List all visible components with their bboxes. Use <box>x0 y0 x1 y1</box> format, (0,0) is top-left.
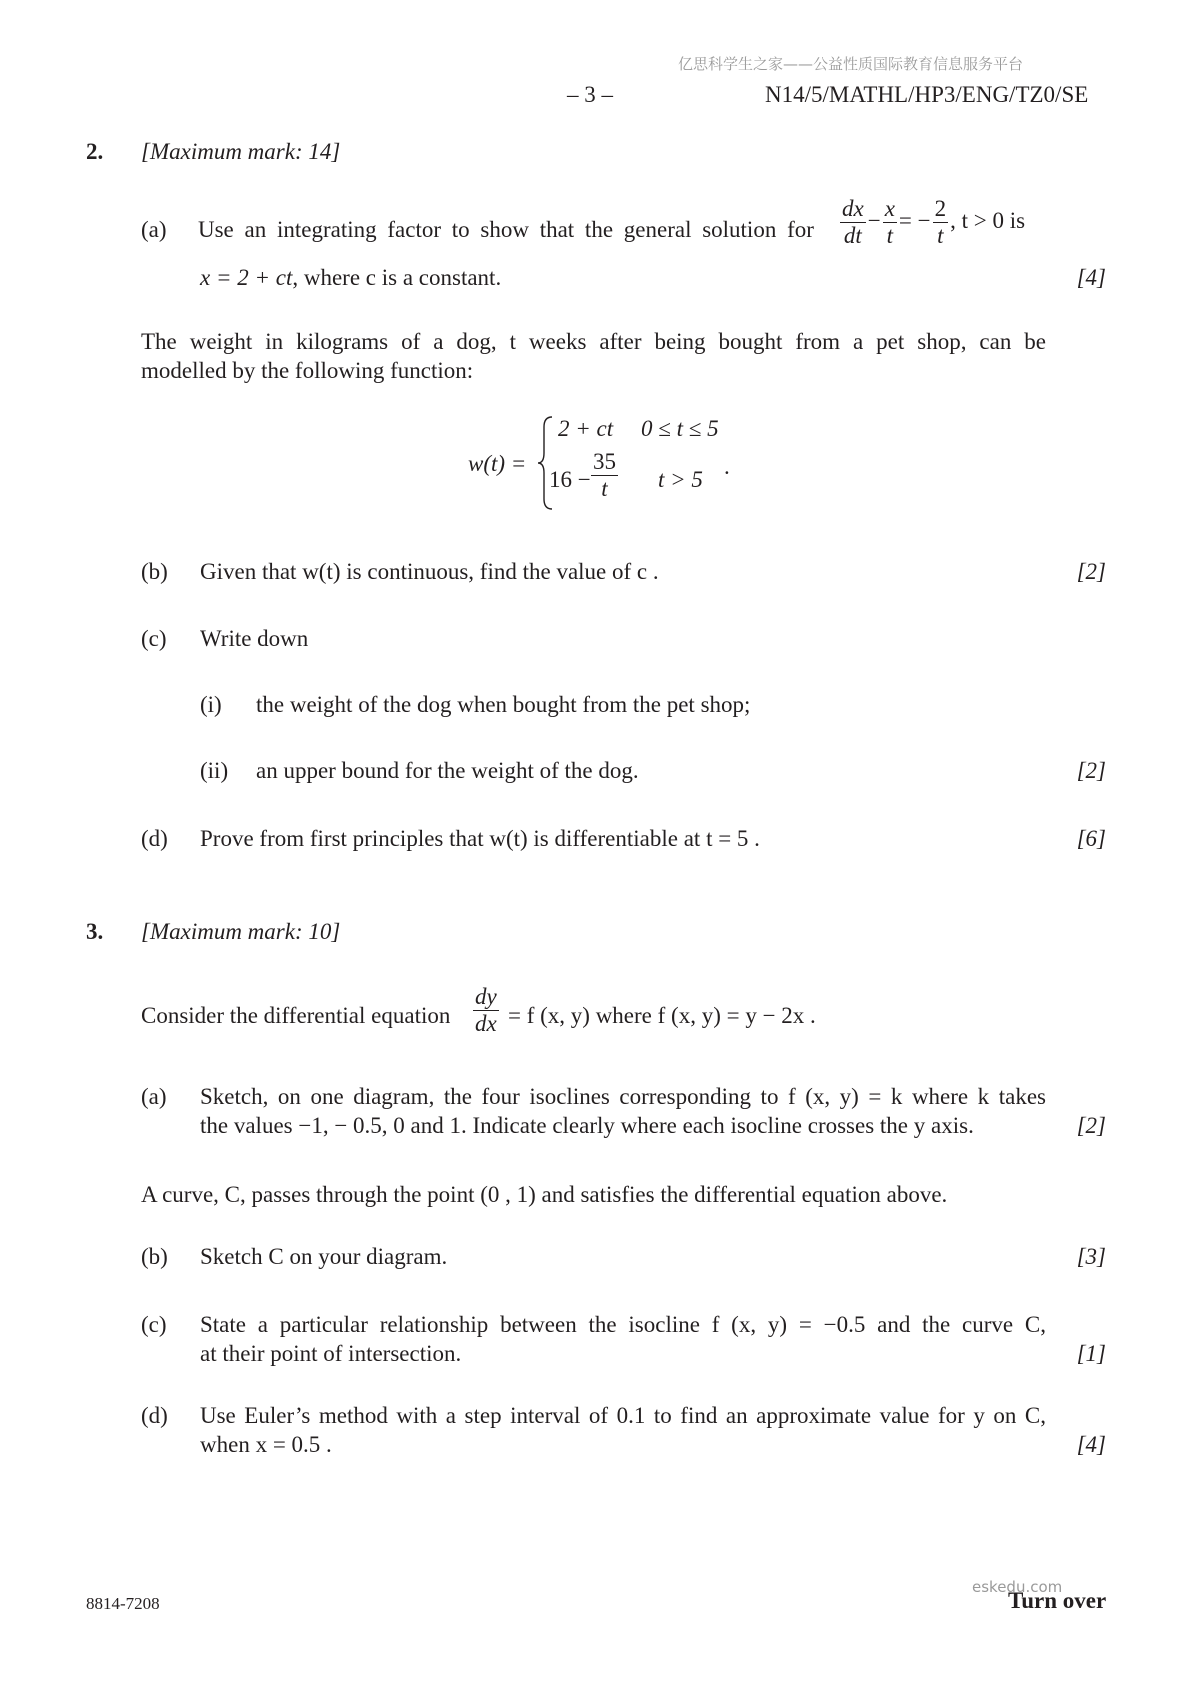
q2a-frac-xt: $\frac{x}{t}$ <box>884 196 895 248</box>
q2a-eq: = − <box>898 207 931 233</box>
q3-curve-text: A curve, C, passes through the point (0 , 1) and satisfies the differential equation above. <box>141 1182 948 1207</box>
q3a-mark: [2] <box>1076 1113 1106 1138</box>
q2-max-mark: [Maximum mark: 14] <box>141 139 341 164</box>
q2d-label: (d) <box>141 826 168 851</box>
q2c-ii-label: (ii) <box>200 758 229 783</box>
q3a-line1: Sketch, on one diagram, the four isoclines corresponding to f (x, y) = k where k takes <box>200 1084 1046 1109</box>
q2d-text: Prove from first principles that w(t) is differentiable at t = 5 . <box>200 826 760 851</box>
q2a-solution: x = 2 + ct <box>200 265 293 290</box>
q3-frac-dydx: $\frac{dy}{dx}$ <box>475 984 497 1036</box>
q3b-text: Sketch C on your diagram. <box>200 1244 448 1269</box>
q2a-label: (a) <box>141 217 167 242</box>
q2a-minus: − <box>867 207 881 233</box>
q2c-text: Write down <box>200 626 309 651</box>
q3d-line1: Use Euler’s method with a step interval of 0.1 to find an approximate value for y on C, <box>200 1403 1046 1428</box>
q2-intro-line1: The weight in kilograms of a dog, t weeks after being bought from a pet shop, can be <box>141 329 1046 354</box>
q3d-mark: [4] <box>1076 1432 1106 1457</box>
q3b-label: (b) <box>141 1244 168 1269</box>
q2b-row <box>200 557 1106 586</box>
piecewise-case2-pre: 16 − <box>549 467 591 492</box>
q3d-line2-row <box>200 1430 1106 1459</box>
q2a-where: , where c is a constant. <box>292 265 502 290</box>
q3c-label: (c) <box>141 1312 167 1337</box>
piecewise-end: . <box>724 454 730 479</box>
q2c-i-text: the weight of the dog when bought from the pet shop; <box>256 692 751 717</box>
footer-watermark: eskedu.com <box>972 1578 1063 1596</box>
piecewise-case2-frac <box>589 449 620 502</box>
q2c-ii-text: an upper bound for the weight of the dog. <box>256 758 639 783</box>
q2d-mark: [6] <box>1076 826 1106 851</box>
piecewise-case2-cond: t > 5 <box>658 467 703 492</box>
q3-number: 3. <box>86 919 104 944</box>
q3a-line2-row <box>200 1111 1106 1140</box>
q2b-label: (b) <box>141 559 168 584</box>
q2c-mark: [2] <box>1076 758 1106 783</box>
q2d-row <box>200 824 1106 853</box>
q3a-line2: the values −1, − 0.5, 0 and 1. Indicate clearly where each isocline crosses the y axis. <box>200 1113 974 1138</box>
q2c-label: (c) <box>141 626 167 651</box>
watermark-top: 亿思科学生之家——公益性质国际教育信息服务平台 <box>678 55 1024 73</box>
page-number: – 3 – <box>567 82 613 107</box>
q3-intro-pre: Consider the differential equation <box>141 1003 451 1028</box>
q3c-line2: at their point of intersection. <box>200 1341 462 1366</box>
q2a-text: Use an integrating factor to show that the general solution for <box>198 217 814 242</box>
q2b-text: Given that w(t) is continuous, find the value of c . <box>200 559 659 584</box>
q3-intro-post: = f (x, y) where f (x, y) = y − 2x . <box>508 1003 816 1028</box>
q2c-i-label: (i) <box>200 692 222 717</box>
q3c-line1: State a particular relationship between the isocline f (x, y) = −0.5 and the curve C, <box>200 1312 1046 1337</box>
q3b-mark: [3] <box>1076 1244 1106 1269</box>
q3d-label: (d) <box>141 1403 168 1428</box>
footer-code: 8814-7208 <box>86 1594 160 1613</box>
q3b-row <box>200 1242 1106 1271</box>
piecewise-frac-35t: $\frac{35}{t}$ <box>593 449 616 501</box>
piecewise-case1-cond: 0 ≤ t ≤ 5 <box>641 416 719 441</box>
q3c-line2-row <box>200 1339 1106 1368</box>
q2a-frac-dxdt: $\frac{dx}{dt}$ <box>842 196 864 248</box>
piecewise-lhs: w(t) = <box>468 451 527 476</box>
q2a-equation <box>838 196 1025 249</box>
piecewise-case1-expr: 2 + ct <box>558 416 614 441</box>
paper-code: N14/5/MATHL/HP3/ENG/TZ0/SE <box>765 82 1089 107</box>
q3d-line2: when x = 0.5 . <box>200 1432 332 1457</box>
q2-number: 2. <box>86 139 104 164</box>
turn-over: Turn over <box>1008 1588 1107 1613</box>
q3-max-mark: [Maximum mark: 10] <box>141 919 341 944</box>
q2a-line2 <box>200 263 1106 292</box>
q3a-label: (a) <box>141 1084 167 1109</box>
q2a-frac-2t: $\frac{2}{t}$ <box>934 196 947 248</box>
q2c-ii-row <box>256 756 1106 785</box>
piecewise-brace <box>536 415 556 511</box>
q2a-condition: , t > 0 is <box>950 207 1026 233</box>
q2a-mark: [4] <box>1076 265 1106 290</box>
q2b-mark: [2] <box>1076 559 1106 584</box>
q2a-line1 <box>198 196 1046 260</box>
q2-intro-line2: modelled by the following function: <box>141 358 474 383</box>
q3c-mark: [1] <box>1076 1341 1106 1366</box>
